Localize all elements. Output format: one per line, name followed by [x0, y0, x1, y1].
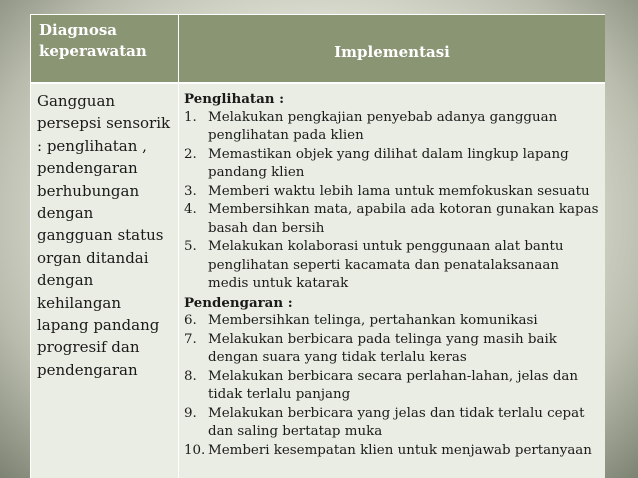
- list-item-number: 2.: [184, 146, 197, 162]
- header-diagnosis: Diagnosa keperawatan: [31, 15, 179, 82]
- list-item-text: Melakukan pengkajian penyebab adanya gangguan penglihatan pada klien: [208, 109, 558, 143]
- list-item-number: 9.: [184, 405, 197, 421]
- section-title-vision: Penglihatan :: [184, 91, 285, 107]
- list-item-number: 7.: [184, 331, 197, 347]
- list-item: [184, 146, 601, 183]
- header-implementation: Implementasi: [334, 42, 450, 61]
- list-item: [184, 331, 601, 368]
- table-body-row: [31, 84, 605, 478]
- list-item-number: 8.: [184, 368, 197, 384]
- list-item: [184, 442, 601, 461]
- list-item-number: 1.: [184, 109, 197, 125]
- list-item-number: 6.: [184, 313, 197, 328]
- list-item-text: Memberi waktu lebih lama untuk memfokuskan sesuatu: [208, 183, 590, 199]
- list-item-text: Memastikan objek yang dilihat dalam lingkup lapang pandang klien: [208, 146, 569, 180]
- list-item: [184, 238, 601, 294]
- list-item-number: 3.: [184, 183, 197, 199]
- list-item-number: 4.: [184, 202, 197, 217]
- vision-list: [184, 109, 601, 294]
- diagnosis-cell: Gangguan persepsi sensorik : penglihatan , pendengaran berhubungan dengan gangguan status organ ditandai dengan kehilangan lapang pandang progresif dan pendengaran: [31, 84, 179, 478]
- list-item: [184, 312, 601, 331]
- list-item: [184, 183, 601, 202]
- list-item-text: Membersihkan mata, apabila ada kotoran gunakan kapas basah dan bersih: [208, 202, 599, 236]
- nursing-table: [30, 14, 605, 478]
- list-item: [184, 201, 601, 238]
- list-item-text: Memberi kesempatan klien untuk menjawab pertanyaan: [208, 442, 592, 458]
- list-item-number: 10.: [184, 442, 206, 458]
- implementation-cell: [179, 84, 605, 478]
- list-item: [184, 109, 601, 146]
- table-header-row: [31, 15, 605, 84]
- list-item-text: Melakukan kolaborasi untuk penggunaan alat bantu penglihatan seperti kacamata dan penatalaksanaan medis untuk katarak: [208, 239, 564, 291]
- list-item-text: Melakukan berbicara yang jelas dan tidak terlalu cepat dan saling bertatap muka: [208, 405, 585, 439]
- hearing-list: [184, 312, 601, 460]
- list-item: [184, 405, 601, 442]
- section-title-hearing: Pendengaran :: [184, 294, 293, 311]
- list-item-text: Melakukan berbicara pada telinga yang masih baik dengan suara yang tidak terlalu keras: [208, 331, 557, 365]
- list-item-text: Melakukan berbicara secara perlahan-lahan, jelas dan tidak terlalu panjang: [208, 368, 578, 402]
- list-item-number: 5.: [184, 239, 197, 254]
- list-item-text: Membersihkan telinga, pertahankan komunikasi: [208, 313, 538, 328]
- list-item: [184, 368, 601, 405]
